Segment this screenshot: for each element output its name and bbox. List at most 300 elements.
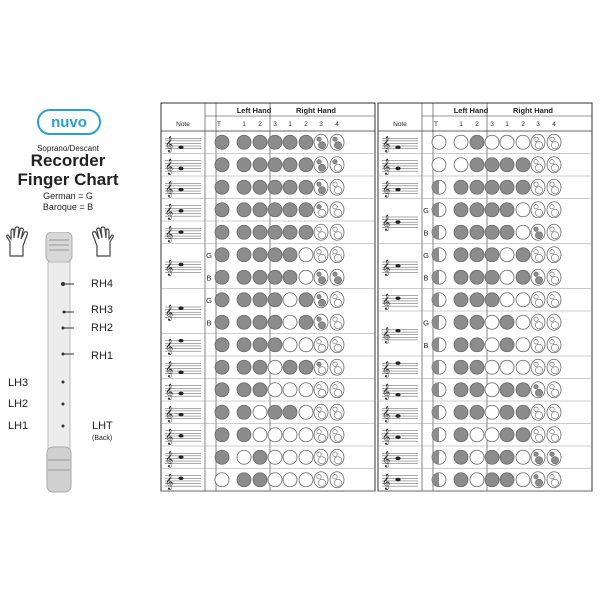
hole-lh1: [237, 158, 251, 172]
large-hole: [551, 142, 558, 149]
treble-clef: 𝄞: [382, 361, 391, 378]
large-hole: [334, 232, 341, 239]
hole-rh2: [516, 293, 530, 307]
large-hole: [551, 277, 558, 284]
note-head: [395, 457, 400, 461]
variant-G: G: [423, 250, 429, 260]
header-note: Note: [393, 121, 407, 128]
large-hole: [551, 457, 558, 464]
treble-clef: 𝄞: [382, 136, 391, 153]
hole-thumb: [215, 315, 229, 329]
large-hole: [318, 187, 325, 194]
hole-lh1: [237, 338, 251, 352]
small-hole: [550, 317, 554, 321]
header-right-hand: Right Hand: [513, 106, 553, 115]
hole-lh3: [485, 383, 499, 397]
hole-rh1: [283, 270, 297, 284]
hole-lh1: [454, 405, 468, 419]
large-hole: [535, 389, 542, 396]
treble-clef: 𝄞: [165, 226, 174, 243]
small-hole: [550, 160, 554, 164]
hole-lh2: [253, 383, 267, 397]
hole-rh3: [314, 359, 328, 375]
hole-rh1: [500, 135, 514, 149]
large-hole: [551, 164, 558, 171]
hole-rh2: [299, 293, 313, 307]
treble-clef: 𝄞: [165, 136, 174, 153]
hole-lh2: [253, 315, 267, 329]
hole-rh4: [547, 202, 561, 218]
treble-clef: 𝄞: [382, 293, 391, 310]
hole-thumb: [432, 473, 446, 487]
hole-rh2: [299, 225, 313, 239]
hole-rh4: [547, 247, 561, 263]
header-col-0: T: [434, 121, 438, 128]
hole-thumb: [432, 135, 446, 149]
header-col-6: 3: [536, 121, 540, 128]
hole-lh3: [485, 338, 499, 352]
large-hole: [535, 322, 542, 329]
small-hole: [317, 407, 321, 411]
large-hole: [334, 389, 341, 396]
title-finger-chart: Finger Chart: [17, 170, 119, 189]
hole-lh2: [470, 248, 484, 262]
large-hole: [318, 344, 325, 351]
note-head: [395, 435, 400, 439]
hole-rh1: [500, 225, 514, 239]
hole-rh1: [500, 293, 514, 307]
treble-clef: 𝄞: [165, 406, 174, 423]
hole-lh3: [268, 338, 282, 352]
hole-rh1: [283, 248, 297, 262]
hole-lh2: [253, 428, 267, 442]
treble-clef: 𝄞: [165, 361, 174, 378]
variant-B: B: [206, 273, 212, 283]
hole-rh4: [330, 134, 344, 150]
hole-lh2: [470, 158, 484, 172]
hole-rh3: [531, 247, 545, 263]
hole-lh3: [485, 450, 499, 464]
hole-rh2: [516, 473, 530, 487]
hole-lh2: [253, 248, 267, 262]
hole-rh4: [547, 224, 561, 240]
large-hole: [334, 254, 341, 261]
header-col-3: 3: [273, 121, 277, 128]
hole-rh1: [283, 473, 297, 487]
small-hole: [534, 452, 538, 456]
note-head: [178, 209, 183, 213]
small-hole: [534, 227, 538, 231]
large-hole: [318, 142, 325, 149]
small-hole: [333, 385, 337, 389]
hole-rh4: [547, 157, 561, 173]
hole-rh2: [299, 450, 313, 464]
hole-lh3: [485, 158, 499, 172]
hole-rh2: [516, 225, 530, 239]
hole-lh3: [485, 428, 499, 442]
treble-clef: 𝄞: [165, 383, 174, 400]
small-hole: [534, 250, 538, 254]
hole-rh2: [299, 270, 313, 284]
hole-lh3: [268, 203, 282, 217]
title-recorder: Recorder: [30, 151, 106, 170]
large-hole: [551, 187, 558, 194]
treble-clef: 𝄞: [165, 428, 174, 445]
large-hole: [535, 209, 542, 216]
hole-lh2: [470, 428, 484, 442]
hole-lh3: [268, 180, 282, 194]
large-hole: [551, 389, 558, 396]
hole-rh4: [330, 337, 344, 353]
hole-lh3: [485, 360, 499, 374]
note-head: [178, 370, 183, 374]
small-hole: [534, 340, 538, 344]
hole-rh3: [531, 427, 545, 443]
hole-lh1: [454, 450, 468, 464]
large-hole: [551, 232, 558, 239]
small-hole: [317, 227, 321, 231]
treble-clef: 𝄞: [165, 260, 174, 276]
small-hole: [333, 272, 337, 276]
hole-rh2: [516, 405, 530, 419]
note-head: [178, 392, 183, 396]
hole-thumb: [215, 405, 229, 419]
hole-rh4: [330, 247, 344, 263]
hole-thumb: [432, 450, 446, 464]
hole-lh3: [268, 248, 282, 262]
hole-lh3: [485, 473, 499, 487]
large-hole: [334, 164, 341, 171]
small-hole: [534, 295, 538, 299]
small-hole: [550, 407, 554, 411]
small-hole: [534, 205, 538, 209]
hole-lh2: [470, 360, 484, 374]
hole-rh4: [330, 292, 344, 308]
header-col-7: 4: [335, 121, 339, 128]
hole-lh1: [237, 405, 251, 419]
small-hole: [333, 295, 337, 299]
label-lh1: LH1: [8, 420, 29, 432]
small-hole: [333, 160, 337, 164]
hole-thumb: [432, 383, 446, 397]
large-hole: [318, 434, 325, 441]
hole-thumb: [215, 180, 229, 194]
hole-lh2: [253, 473, 267, 487]
hole-rh1: [283, 180, 297, 194]
hole-rh1: [500, 473, 514, 487]
hole-rh1: [283, 383, 297, 397]
treble-clef: 𝄞: [165, 158, 174, 175]
large-hole: [334, 277, 341, 284]
large-hole: [551, 299, 558, 306]
hole-rh2: [299, 473, 313, 487]
small-hole: [550, 362, 554, 366]
large-hole: [535, 434, 542, 441]
hole-lh1: [454, 180, 468, 194]
hole-lh1: [454, 428, 468, 442]
hole-rh3: [314, 202, 328, 218]
treble-clef: 𝄞: [382, 327, 391, 344]
hole-rh2: [516, 248, 530, 262]
hole-lh2: [470, 225, 484, 239]
hole-rh2: [516, 360, 530, 374]
large-hole: [535, 457, 542, 464]
hole-rh4: [330, 359, 344, 375]
treble-clef: 𝄞: [165, 181, 174, 198]
small-hole: [534, 137, 538, 141]
large-hole: [535, 277, 542, 284]
small-hole: [317, 430, 321, 434]
hole-thumb: [215, 203, 229, 217]
hole-rh3: [314, 427, 328, 443]
small-hole: [317, 385, 321, 389]
hole-thumb: [432, 360, 446, 374]
note-head: [395, 329, 400, 333]
hole-lh2: [470, 450, 484, 464]
hole-lh2: [470, 203, 484, 217]
hole-lh2: [470, 383, 484, 397]
hole-rh4: [547, 404, 561, 420]
small-hole: [333, 475, 337, 479]
note-head: [395, 188, 400, 192]
hole-lh2: [253, 338, 267, 352]
hole-rh2: [299, 338, 313, 352]
hole-rh4: [547, 427, 561, 443]
large-hole: [535, 187, 542, 194]
note-head: [178, 413, 183, 417]
hole-rh2: [516, 270, 530, 284]
small-hole: [333, 227, 337, 231]
note-head: [395, 414, 400, 418]
large-hole: [551, 209, 558, 216]
header-right-hand: Right Hand: [296, 106, 336, 115]
treble-clef: 𝄞: [382, 158, 391, 175]
header-col-0: T: [217, 121, 221, 128]
small-hole: [550, 250, 554, 254]
note-head: [178, 167, 183, 171]
hole-rh3: [531, 157, 545, 173]
hole-lh1: [454, 383, 468, 397]
hole-lh1: [454, 248, 468, 262]
hole-rh2: [299, 158, 313, 172]
hole-thumb: [215, 158, 229, 172]
hole-rh1: [283, 450, 297, 464]
hole-lh2: [253, 270, 267, 284]
header-col-4: 1: [505, 121, 509, 128]
hole-rh3: [531, 224, 545, 240]
hole-lh2: [470, 338, 484, 352]
small-hole: [317, 362, 321, 366]
hole-thumb: [432, 338, 446, 352]
note-head: [395, 478, 400, 482]
hole-rh4: [330, 449, 344, 465]
hole-rh3: [531, 337, 545, 353]
small-hole: [333, 137, 337, 141]
hole-rh3: [531, 359, 545, 375]
treble-clef: 𝄞: [165, 473, 174, 490]
hole-lh3: [485, 225, 499, 239]
hole-thumb: [215, 338, 229, 352]
hole-lh3: [268, 315, 282, 329]
hole-rh2: [516, 315, 530, 329]
small-hole: [317, 295, 321, 299]
note-head: [178, 476, 183, 480]
small-hole: [317, 272, 321, 276]
hole-rh4: [330, 404, 344, 420]
large-hole: [535, 412, 542, 419]
large-hole: [318, 232, 325, 239]
small-hole: [333, 205, 337, 209]
hole-rh3: [314, 472, 328, 488]
small-hole: [534, 272, 538, 276]
note-head: [178, 306, 183, 310]
treble-clef: 𝄞: [165, 451, 174, 468]
small-hole: [333, 250, 337, 254]
hole-lh2: [470, 473, 484, 487]
hole-rh2: [516, 135, 530, 149]
hole-lh3: [485, 270, 499, 284]
note-head: [178, 263, 183, 267]
hole-lh1: [237, 428, 251, 442]
hole-lh2: [253, 450, 267, 464]
hole-rh3: [531, 202, 545, 218]
hole-rh1: [500, 270, 514, 284]
hole-lh3: [485, 405, 499, 419]
variant-B: B: [206, 318, 212, 328]
header-col-2: 2: [258, 121, 262, 128]
large-hole: [334, 367, 341, 374]
large-hole: [551, 344, 558, 351]
hole-rh2: [516, 450, 530, 464]
hole-rh2: [516, 338, 530, 352]
hole-rh3: [314, 382, 328, 398]
treble-clef: 𝄞: [382, 215, 391, 231]
large-hole: [334, 209, 341, 216]
hole-thumb: [432, 203, 446, 217]
hole-lh2: [253, 405, 267, 419]
hole-thumb: [432, 225, 446, 239]
small-hole: [550, 227, 554, 231]
small-hole: [317, 340, 321, 344]
baroque-note: Baroque = B: [42, 202, 94, 212]
hole-lh1: [454, 270, 468, 284]
large-hole: [318, 412, 325, 419]
small-hole: [550, 205, 554, 209]
small-hole: [317, 205, 321, 209]
treble-clef: 𝄞: [382, 406, 391, 423]
hole-thumb: [432, 158, 446, 172]
header-col-3: 3: [490, 121, 494, 128]
hole-rh3: [314, 179, 328, 195]
hole-rh3: [531, 179, 545, 195]
header-col-7: 4: [552, 121, 556, 128]
hole-rh4: [547, 337, 561, 353]
header-col-5: 2: [304, 121, 308, 128]
small-hole: [317, 137, 321, 141]
hole-lh3: [485, 203, 499, 217]
hole-rh1: [283, 158, 297, 172]
hole-lh1: [454, 338, 468, 352]
small-hole: [550, 340, 554, 344]
large-hole: [551, 412, 558, 419]
hole-rh2: [299, 248, 313, 262]
hole-thumb: [215, 293, 229, 307]
hole-lh3: [268, 360, 282, 374]
hole-rh1: [500, 203, 514, 217]
hole-lh1: [237, 293, 251, 307]
large-hole: [334, 412, 341, 419]
hole-rh4: [330, 202, 344, 218]
large-hole: [535, 232, 542, 239]
label-rh4: RH4: [91, 278, 114, 290]
small-hole: [534, 475, 538, 479]
hole-lh1: [237, 225, 251, 239]
hole-rh2: [299, 360, 313, 374]
large-hole: [535, 367, 542, 374]
hole-rh4: [547, 269, 561, 285]
hole-thumb: [215, 360, 229, 374]
hole-thumb: [432, 180, 446, 194]
hole-thumb: [432, 315, 446, 329]
hole-lh2: [253, 293, 267, 307]
hole-rh1: [500, 158, 514, 172]
hole-lh3: [268, 428, 282, 442]
hole-lh2: [253, 203, 267, 217]
hole-lh2: [470, 135, 484, 149]
hole-rh2: [516, 428, 530, 442]
hole-rh1: [500, 450, 514, 464]
hole-rh1: [500, 360, 514, 374]
large-hole: [318, 367, 325, 374]
hole-rh3: [314, 404, 328, 420]
small-hole: [550, 475, 554, 479]
treble-clef: 𝄞: [382, 181, 391, 198]
hole-rh3: [531, 449, 545, 465]
large-hole: [318, 389, 325, 396]
small-hole: [534, 160, 538, 164]
variant-G: G: [206, 295, 212, 305]
small-hole: [550, 295, 554, 299]
treble-clef: 𝄞: [382, 428, 391, 445]
hole-lh3: [268, 225, 282, 239]
hole-rh2: [516, 158, 530, 172]
hole-rh1: [283, 135, 297, 149]
small-hole: [534, 407, 538, 411]
hole-rh3: [314, 292, 328, 308]
large-hole: [318, 277, 325, 284]
hole-rh3: [314, 134, 328, 150]
hole-lh1: [237, 360, 251, 374]
hole-rh4: [330, 269, 344, 285]
header-col-2: 2: [475, 121, 479, 128]
treble-clef: 𝄞: [165, 203, 174, 220]
large-hole: [334, 299, 341, 306]
large-hole: [551, 367, 558, 374]
note-head: [178, 145, 183, 149]
label-lh2: LH2: [8, 398, 29, 410]
hole-rh3: [314, 269, 328, 285]
hole-thumb: [432, 428, 446, 442]
note-head: [178, 434, 183, 438]
hole-rh2: [299, 405, 313, 419]
hole-rh3: [531, 472, 545, 488]
hole-rh3: [531, 292, 545, 308]
label-lh3: LH3: [8, 377, 29, 389]
hole-lh2: [470, 270, 484, 284]
small-hole: [550, 182, 554, 186]
brand-name: nuvo: [51, 114, 87, 131]
hole-lh2: [470, 293, 484, 307]
